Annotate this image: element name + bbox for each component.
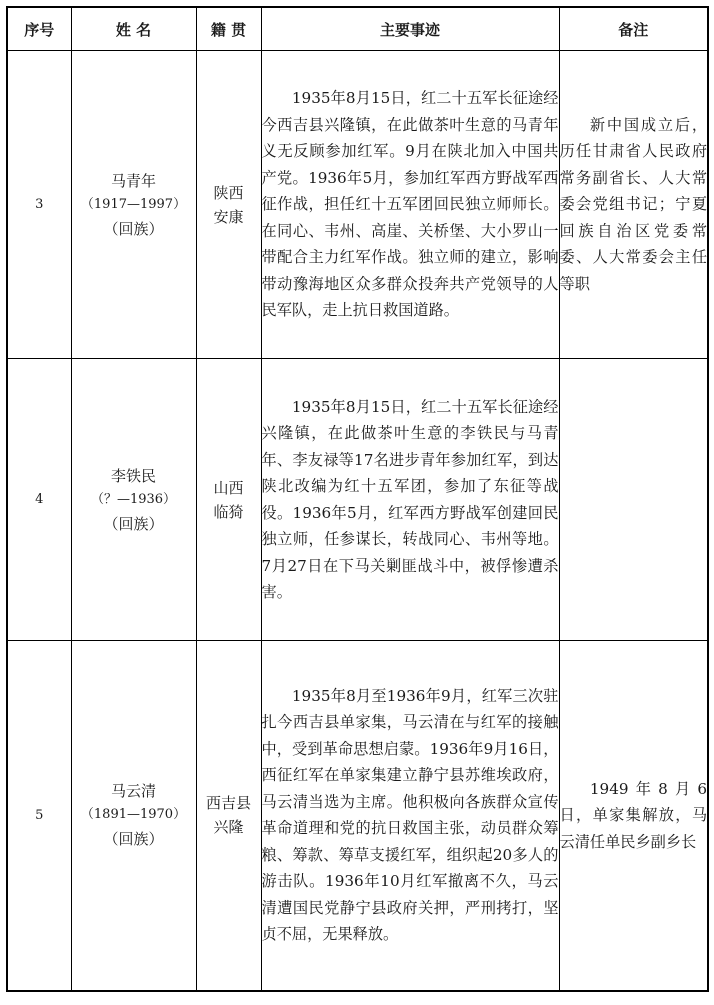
header-deeds: 主要事迹 — [261, 7, 559, 51]
note-text: 新中国成立后，历任甘肃省人民政府常务副省长、人大常委会党组书记；宁夏回族自治区党委常委、人大常委会主任等职 — [559, 115, 707, 293]
person-years: （1891—1970） — [80, 807, 187, 823]
person-name-cell — [71, 641, 196, 991]
person-years: （1917—1997） — [80, 196, 187, 212]
table-row — [7, 641, 708, 991]
deeds-cell — [261, 359, 559, 641]
header-no: 序号 — [7, 7, 71, 51]
biography-table — [6, 6, 709, 992]
origin-cell — [196, 359, 261, 641]
person-name-cell — [71, 359, 196, 641]
note-cell — [559, 51, 708, 359]
deeds-cell — [261, 51, 559, 359]
table-row — [7, 359, 708, 641]
origin-province: 西吉县 — [205, 794, 251, 813]
origin-county: 临猗 — [213, 502, 244, 521]
header-row — [7, 7, 708, 51]
header-name: 姓 名 — [71, 7, 196, 51]
header-note: 备注 — [559, 7, 708, 51]
person-name-cell — [71, 51, 196, 359]
origin-county: 兴隆 — [213, 818, 244, 837]
origin-cell — [196, 641, 261, 991]
origin-province: 陕西 — [213, 183, 244, 202]
note-cell — [559, 641, 708, 991]
deeds-cell — [261, 641, 559, 991]
person-name: 马青年 — [110, 171, 156, 190]
row-number: 3 — [7, 51, 71, 359]
person-ethnicity: （回族） — [103, 219, 164, 238]
person-ethnicity: （回族） — [103, 514, 164, 533]
row-number: 4 — [7, 359, 71, 641]
header-origin: 籍 贯 — [196, 7, 261, 51]
note-cell — [559, 359, 708, 641]
origin-cell — [196, 51, 261, 359]
origin-province: 山西 — [213, 478, 244, 497]
table-row — [7, 51, 708, 359]
deeds-text: 1935年8月15日，红二十五军长征途经兴隆镇，在此做茶叶生意的李铁民与马青年、李友禄等17名进步青年参加红军，到达陕北改编为红十五军团，参加了东征等战役。1936年5月，红军西方野战军创建回民独立师，任参谋长，转战同心、韦州等地。7月27日在下马关剿匪战斗中，被俘惨遭杀害。 — [261, 397, 559, 601]
person-name: 马云清 — [110, 782, 156, 801]
row-number: 5 — [7, 641, 71, 991]
origin-county: 安康 — [213, 207, 244, 226]
person-name: 李铁民 — [110, 466, 156, 485]
deeds-text: 1935年8月15日，红二十五军长征途经今西吉县兴隆镇，在此做茶叶生意的马青年义无反顾参加红军。9月在陕北加入中国共产党。1936年5月，参加红军西方野战军西征作战，担任红十五军团回民独立师师长。在同心、韦州、高崖、关桥堡、大小罗山一带配合主力红军作战。独立师的建立，影响带动豫海地区众多群众投奔共产党领导的人民军队，走上抗日救国道路。 — [261, 89, 559, 320]
note-text: 1949年8月6日，单家集解放，马云清任单民乡副乡长 — [559, 779, 707, 851]
person-ethnicity: （回族） — [103, 830, 164, 849]
person-years: （？—1936） — [90, 491, 177, 507]
deeds-text: 1935年8月至1936年9月，红军三次驻扎今西吉县单家集，马云清在与红军的接触中，受到革命思想启蒙。1936年9月16日，西征红军在单家集建立静宁县苏维埃政府，马云清当选为主席。他积极向各族群众宣传革命道理和党的抗日救国主张，动员群众筹粮、筹款、筹草支援红军，组织起20多人的游击队。1936年10月红军撤离不久，马云清遭国民党静宁县政府关押，严刑拷打，坚贞不屈，无果释放。 — [261, 686, 559, 944]
